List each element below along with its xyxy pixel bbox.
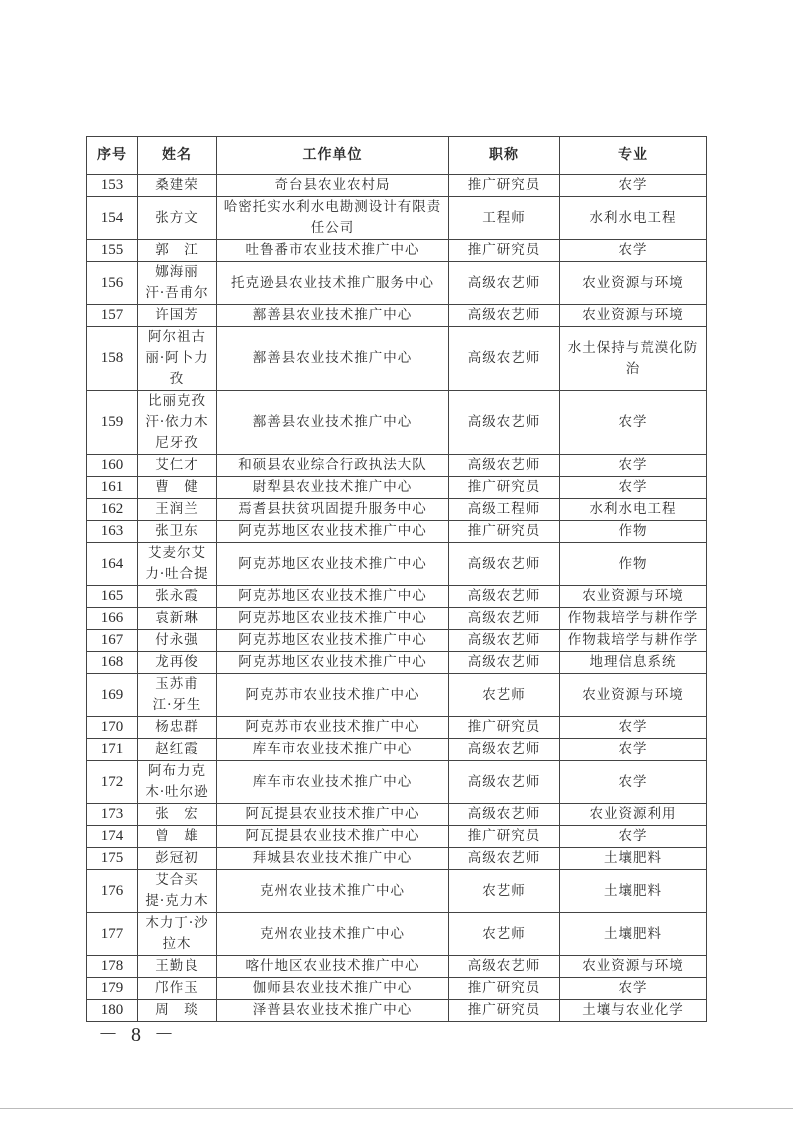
table-row [87,870,707,913]
cell-workplace: 库车市农业技术推广中心 [217,761,449,804]
table-row [87,826,707,848]
cell-title: 高级农艺师 [449,630,560,652]
cell-name: 艾麦尔艾 力·吐合提 [138,543,217,586]
cell-workplace: 克州农业技术推广中心 [217,870,449,913]
cell-workplace: 伽师县农业技术推广中心 [217,978,449,1000]
cell-title: 农艺师 [449,674,560,717]
cell-workplace: 哈密托实水利水电勘测设计有限责 任公司 [217,197,449,240]
cell-index: 166 [87,608,138,630]
cell-title: 推广研究员 [449,175,560,197]
cell-name: 张卫东 [138,521,217,543]
cell-index: 163 [87,521,138,543]
table-row [87,477,707,499]
cell-specialty: 作物 [560,521,707,543]
table-row [87,652,707,674]
cell-workplace: 和硕县农业综合行政执法大队 [217,455,449,477]
cell-title: 高级农艺师 [449,804,560,826]
cell-workplace: 阿克苏地区农业技术推广中心 [217,608,449,630]
table-row [87,674,707,717]
table-row [87,240,707,262]
cell-index: 155 [87,240,138,262]
cell-workplace: 鄯善县农业技术推广中心 [217,391,449,455]
cell-specialty: 地理信息系统 [560,652,707,674]
table-row [87,630,707,652]
cell-name: 王润兰 [138,499,217,521]
cell-workplace: 鄯善县农业技术推广中心 [217,327,449,391]
cell-title: 高级农艺师 [449,586,560,608]
cell-name: 比丽克孜 汗·依力木 尼牙孜 [138,391,217,455]
cell-specialty: 农学 [560,240,707,262]
cell-specialty: 土壤肥料 [560,870,707,913]
cell-specialty: 农学 [560,477,707,499]
cell-name: 周 琰 [138,1000,217,1022]
cell-name: 袁新琳 [138,608,217,630]
cell-index: 159 [87,391,138,455]
cell-specialty: 农学 [560,739,707,761]
cell-specialty: 土壤肥料 [560,913,707,956]
header-title: 职称 [449,137,560,175]
cell-name: 张永霞 [138,586,217,608]
header-name: 姓名 [138,137,217,175]
cell-index: 156 [87,262,138,305]
cell-name: 玉苏甫 江·牙生 [138,674,217,717]
cell-workplace: 库车市农业技术推广中心 [217,739,449,761]
cell-workplace: 奇台县农业农村局 [217,175,449,197]
cell-name: 王勤良 [138,956,217,978]
cell-title: 高级农艺师 [449,608,560,630]
cell-specialty: 农业资源与环境 [560,262,707,305]
cell-specialty: 农学 [560,175,707,197]
cell-specialty: 农业资源与环境 [560,305,707,327]
cell-specialty: 水利水电工程 [560,197,707,240]
cell-specialty: 水土保持与荒漠化防 治 [560,327,707,391]
personnel-table [86,136,707,1022]
table-row [87,913,707,956]
table-row [87,521,707,543]
cell-specialty: 农业资源利用 [560,804,707,826]
cell-name: 郭 江 [138,240,217,262]
cell-index: 154 [87,197,138,240]
cell-workplace: 阿克苏地区农业技术推广中心 [217,630,449,652]
cell-specialty: 作物栽培学与耕作学 [560,630,707,652]
cell-title: 高级农艺师 [449,956,560,978]
cell-name: 木力丁·沙 拉木 [138,913,217,956]
cell-index: 162 [87,499,138,521]
cell-index: 168 [87,652,138,674]
cell-index: 161 [87,477,138,499]
cell-index: 175 [87,848,138,870]
cell-index: 157 [87,305,138,327]
table-row [87,262,707,305]
cell-name: 张方文 [138,197,217,240]
cell-title: 推广研究员 [449,978,560,1000]
cell-name: 娜海丽 汗·吾甫尔 [138,262,217,305]
cell-title: 高级农艺师 [449,305,560,327]
cell-name: 龙再俊 [138,652,217,674]
cell-specialty: 农学 [560,391,707,455]
table-row [87,608,707,630]
table-row [87,956,707,978]
cell-index: 172 [87,761,138,804]
cell-index: 167 [87,630,138,652]
cell-workplace: 鄯善县农业技术推广中心 [217,305,449,327]
cell-workplace: 阿克苏地区农业技术推广中心 [217,652,449,674]
cell-workplace: 阿克苏地区农业技术推广中心 [217,521,449,543]
cell-workplace: 泽普县农业技术推广中心 [217,1000,449,1022]
cell-specialty: 农学 [560,978,707,1000]
cell-workplace: 阿瓦提县农业技术推广中心 [217,826,449,848]
table-row [87,175,707,197]
cell-name: 彭冠初 [138,848,217,870]
cell-name: 艾合买 提·克力木 [138,870,217,913]
cell-specialty: 作物栽培学与耕作学 [560,608,707,630]
table-row [87,455,707,477]
cell-index: 153 [87,175,138,197]
cell-specialty: 农学 [560,717,707,739]
table-header-row [87,137,707,175]
table-row [87,739,707,761]
cell-index: 158 [87,327,138,391]
cell-workplace: 阿瓦提县农业技术推广中心 [217,804,449,826]
cell-workplace: 托克逊县农业技术推广服务中心 [217,262,449,305]
cell-index: 177 [87,913,138,956]
cell-specialty: 农学 [560,455,707,477]
cell-index: 176 [87,870,138,913]
table-row [87,391,707,455]
cell-name: 张 宏 [138,804,217,826]
cell-index: 164 [87,543,138,586]
cell-specialty: 农业资源与环境 [560,586,707,608]
cell-name: 付永强 [138,630,217,652]
cell-specialty: 土壤肥料 [560,848,707,870]
cell-workplace: 拜城县农业技术推广中心 [217,848,449,870]
cell-title: 工程师 [449,197,560,240]
table-row [87,761,707,804]
cell-index: 169 [87,674,138,717]
cell-workplace: 喀什地区农业技术推广中心 [217,956,449,978]
cell-index: 178 [87,956,138,978]
cell-name: 赵红霞 [138,739,217,761]
cell-name: 曹 健 [138,477,217,499]
cell-specialty: 作物 [560,543,707,586]
cell-workplace: 尉犁县农业技术推广中心 [217,477,449,499]
cell-title: 高级农艺师 [449,262,560,305]
cell-title: 推广研究员 [449,717,560,739]
cell-name: 桑建荣 [138,175,217,197]
cell-name: 阿布力克 木·吐尔逊 [138,761,217,804]
cell-workplace: 阿克苏地区农业技术推广中心 [217,586,449,608]
cell-specialty: 农业资源与环境 [560,956,707,978]
cell-title: 高级农艺师 [449,652,560,674]
cell-title: 农艺师 [449,913,560,956]
cell-specialty: 土壤与农业化学 [560,1000,707,1022]
cell-title: 推广研究员 [449,1000,560,1022]
table-row [87,543,707,586]
cell-name: 杨忠群 [138,717,217,739]
cell-title: 高级农艺师 [449,391,560,455]
cell-title: 农艺师 [449,870,560,913]
cell-title: 推广研究员 [449,521,560,543]
header-specialty: 专业 [560,137,707,175]
divider [0,1108,793,1109]
table-row [87,804,707,826]
table-row [87,1000,707,1022]
cell-title: 高级农艺师 [449,848,560,870]
table-row [87,327,707,391]
table-row [87,978,707,1000]
cell-title: 高级农艺师 [449,327,560,391]
cell-name: 许国芳 [138,305,217,327]
table-row [87,848,707,870]
table-row [87,197,707,240]
cell-name: 艾仁才 [138,455,217,477]
cell-workplace: 阿克苏市农业技术推广中心 [217,717,449,739]
cell-title: 推广研究员 [449,240,560,262]
cell-title: 推广研究员 [449,826,560,848]
cell-index: 160 [87,455,138,477]
header-workplace: 工作单位 [217,137,449,175]
cell-title: 高级农艺师 [449,455,560,477]
table-row [87,305,707,327]
cell-workplace: 克州农业技术推广中心 [217,913,449,956]
cell-specialty: 农学 [560,761,707,804]
cell-title: 高级工程师 [449,499,560,521]
header-index: 序号 [87,137,138,175]
cell-index: 174 [87,826,138,848]
cell-title: 高级农艺师 [449,543,560,586]
page-number: － 8 － [98,1024,178,1046]
cell-name: 阿尔祖古 丽·阿卜力孜 [138,327,217,391]
cell-name: 邝作玉 [138,978,217,1000]
cell-workplace: 焉耆县扶贫巩固提升服务中心 [217,499,449,521]
cell-workplace: 阿克苏市农业技术推广中心 [217,674,449,717]
cell-index: 165 [87,586,138,608]
cell-name: 曾 雄 [138,826,217,848]
cell-title: 推广研究员 [449,477,560,499]
cell-workplace: 吐鲁番市农业技术推广中心 [217,240,449,262]
cell-title: 高级农艺师 [449,761,560,804]
cell-index: 180 [87,1000,138,1022]
cell-index: 179 [87,978,138,1000]
cell-index: 173 [87,804,138,826]
cell-specialty: 水利水电工程 [560,499,707,521]
cell-workplace: 阿克苏地区农业技术推广中心 [217,543,449,586]
cell-specialty: 农学 [560,826,707,848]
table-row [87,717,707,739]
cell-specialty: 农业资源与环境 [560,674,707,717]
cell-title: 高级农艺师 [449,739,560,761]
cell-index: 171 [87,739,138,761]
table-row [87,499,707,521]
table-row [87,586,707,608]
cell-index: 170 [87,717,138,739]
